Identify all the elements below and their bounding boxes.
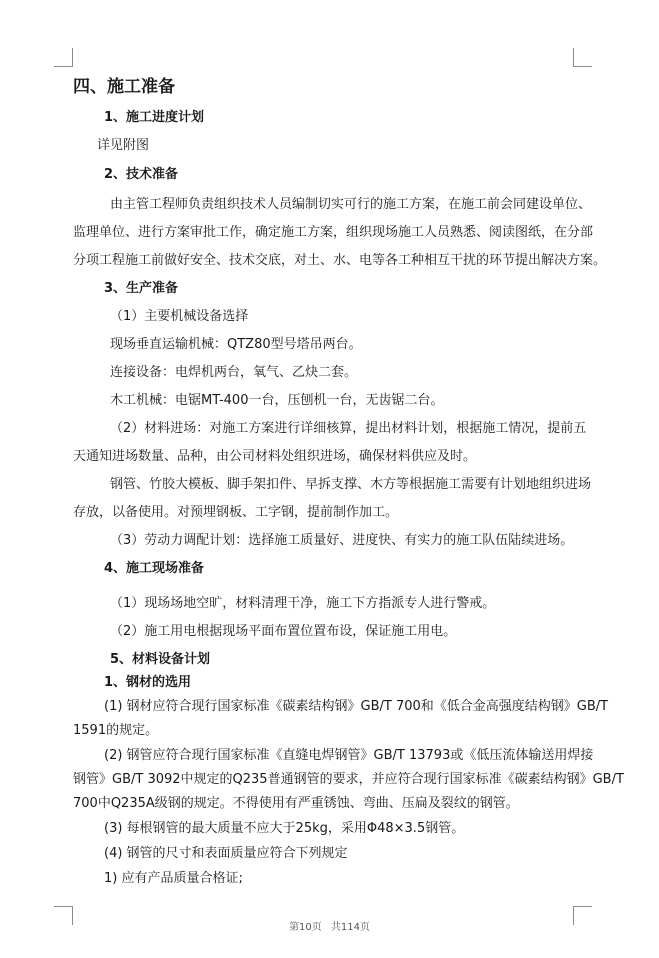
steel-subheading: 1、钢材的选用: [104, 675, 192, 690]
materials-line-4: 存放，以备使用。对预埋钢板、工字钢，提前制作加工。: [73, 505, 399, 520]
machinery-title: （1）主要机械设备选择: [110, 309, 249, 324]
labor-plan: （3）劳动力调配计划：选择施工质量好、进度快、有实力的施工队伍陆续进场。: [110, 533, 574, 548]
materials-line-3: 钢管、竹胶大模板、脚手架扣件、早拆支撑、木方等根据施工需要有计划地组织进场: [110, 477, 592, 492]
heading-schedule: 1、施工进度计划: [104, 110, 205, 125]
page-title: 四、施工准备: [73, 77, 175, 97]
page-footer: [0, 918, 659, 933]
page-total: 共114页: [330, 922, 370, 933]
steel-line-6: (3) 每根钢管的最大质量不应大于25kg，采用Φ48×3.5钢管。: [104, 821, 465, 836]
heading-site: 4、施工现场准备: [104, 561, 205, 576]
heading-materials-plan: 5、材料设备计划: [110, 652, 211, 667]
technical-line-3: 分项工程施工前做好安全、技术交底，对土、水、电等各工种相互干扰的环节提出解决方案。: [73, 253, 607, 268]
steel-line-7: (4) 钢管的尺寸和表面质量应符合下列规定: [104, 846, 348, 861]
machinery-item-3: 木工机械：电锯MT-400一台，压刨机一台，无齿锯二台。: [110, 393, 444, 408]
steel-line-3: (2) 钢管应符合现行国家标准《直缝电焊钢管》GB/T 13793或《低压流体输送用焊接: [104, 748, 594, 763]
schedule-text: 详见附图: [97, 138, 150, 153]
steel-line-8: 1) 应有产品质量合格证;: [104, 871, 243, 886]
steel-line-2: 1591的规定。: [73, 723, 159, 738]
technical-line-1: 由主管工程师负责组织技术人员编制切实可行的施工方案，在施工前会同建设单位、: [110, 197, 592, 212]
technical-line-2: 监理单位、进行方案审批工作，确定施工方案，组织现场施工人员熟悉、阅读图纸，在分部: [73, 225, 594, 240]
machinery-item-2: 连接设备：电焊机两台，氧气、乙炔二套。: [110, 365, 358, 380]
steel-line-5: 700中Q235A级钢的规定。不得使用有严重锈蚀、弯曲、压扁及裂纹的钢管。: [73, 796, 519, 811]
steel-line-4: 钢管》GB/T 3092中规定的Q235普通钢管的要求，并应符合现行国家标准《碳素结构钢》GB/T: [73, 772, 624, 787]
site-item-1: （1）现场场地空旷，材料清理干净，施工下方指派专人进行警戒。: [110, 596, 496, 611]
heading-production: 3、生产准备: [104, 281, 179, 296]
machinery-item-1: 现场垂直运输机械：QTZ80型号塔吊两台。: [110, 337, 362, 352]
page-number: 第10页: [288, 922, 322, 933]
steel-line-1: (1) 钢材应符合现行国家标准《碳素结构钢》GB/T 700和《低合金高强度结构钢》GB/T: [104, 699, 609, 714]
crop-mark-top-right: [573, 48, 592, 67]
site-item-2: （2）施工用电根据现场平面布置位置布设，保证施工用电。: [110, 624, 457, 639]
crop-mark-top-left: [54, 48, 73, 67]
materials-line-1: （2）材料进场：对施工方案进行详细核算，提出材料计划，根据施工情况，提前五: [110, 421, 587, 436]
heading-technical: 2、技术准备: [104, 167, 179, 182]
materials-line-2: 天通知进场数量、品种，由公司材料处组织进场，确保材料供应及时。: [73, 449, 477, 464]
